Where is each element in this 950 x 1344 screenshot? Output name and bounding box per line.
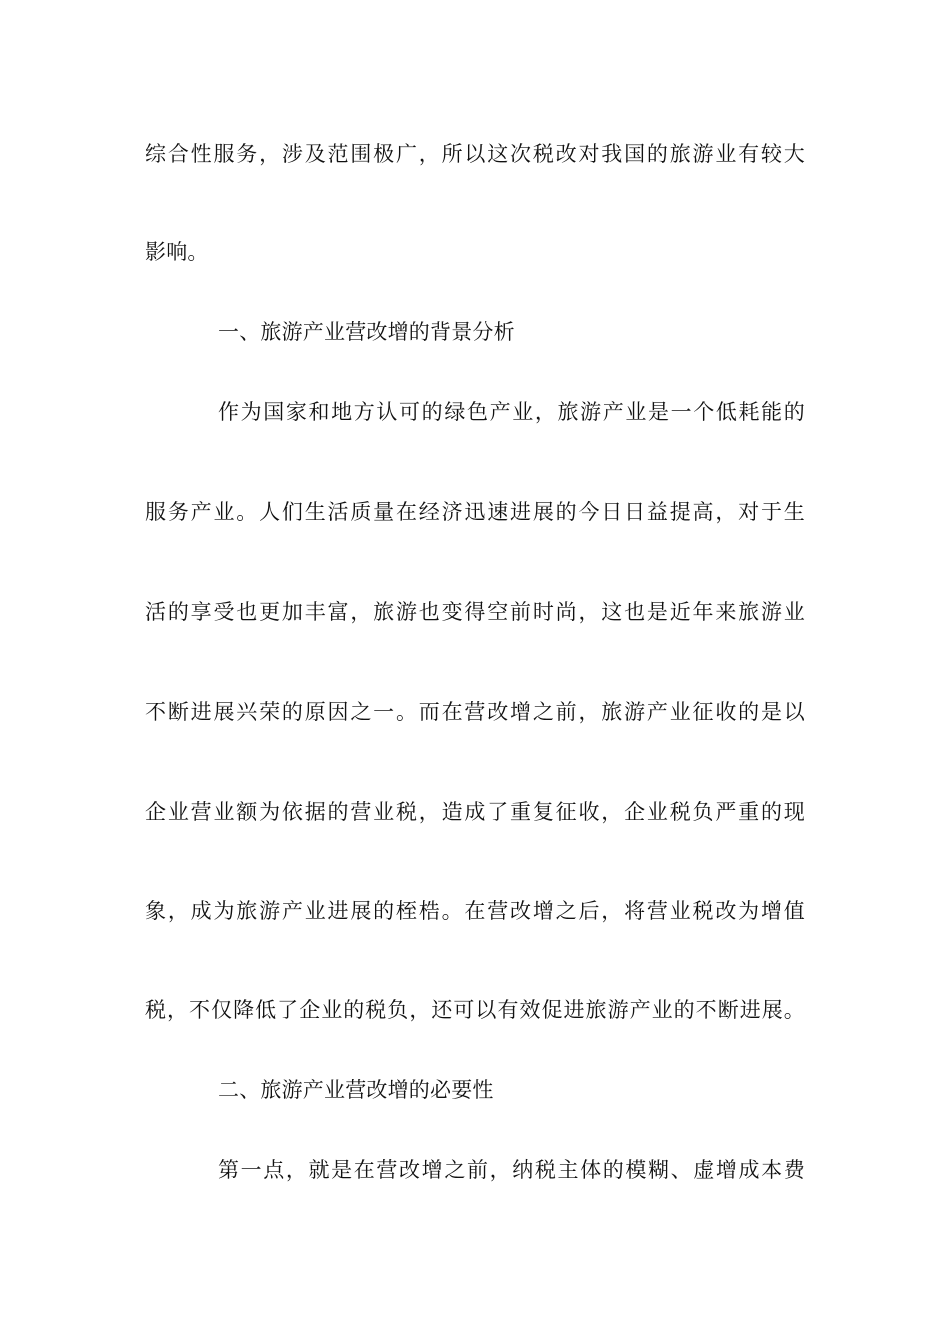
paragraph-line: 第一点，就是在营改增之前，纳税主体的模糊、虚增成本费 (218, 1158, 805, 1182)
paragraph-line: 企业营业额为依据的营业税，造成了重复征收，企业税负严重的现 (145, 800, 805, 824)
paragraph-line: 税，不仅降低了企业的税负，还可以有效促进旅游产业的不断进展。 (145, 998, 805, 1022)
section-heading: 二、旅游产业营改增的必要性 (218, 1078, 494, 1102)
paragraph-line: 综合性服务，涉及范围极广，所以这次税改对我国的旅游业有较大 (145, 142, 805, 166)
paragraph-line: 服务产业。人们生活质量在经济迅速进展的今日日益提高，对于生 (145, 500, 805, 524)
paragraph-line: 影响。 (145, 240, 209, 264)
section-heading: 一、旅游产业营改增的背景分析 (218, 320, 515, 344)
paragraph-line: 不断进展兴荣的原因之一。而在营改增之前，旅游产业征收的是以 (145, 700, 805, 724)
paragraph-line: 作为国家和地方认可的绿色产业，旅游产业是一个低耗能的 (218, 400, 805, 424)
paragraph-line: 象，成为旅游产业进展的桎梏。在营改增之后，将营业税改为增值 (145, 899, 805, 923)
paragraph-line: 活的享受也更加丰富，旅游也变得空前时尚，这也是近年来旅游业 (145, 600, 805, 624)
